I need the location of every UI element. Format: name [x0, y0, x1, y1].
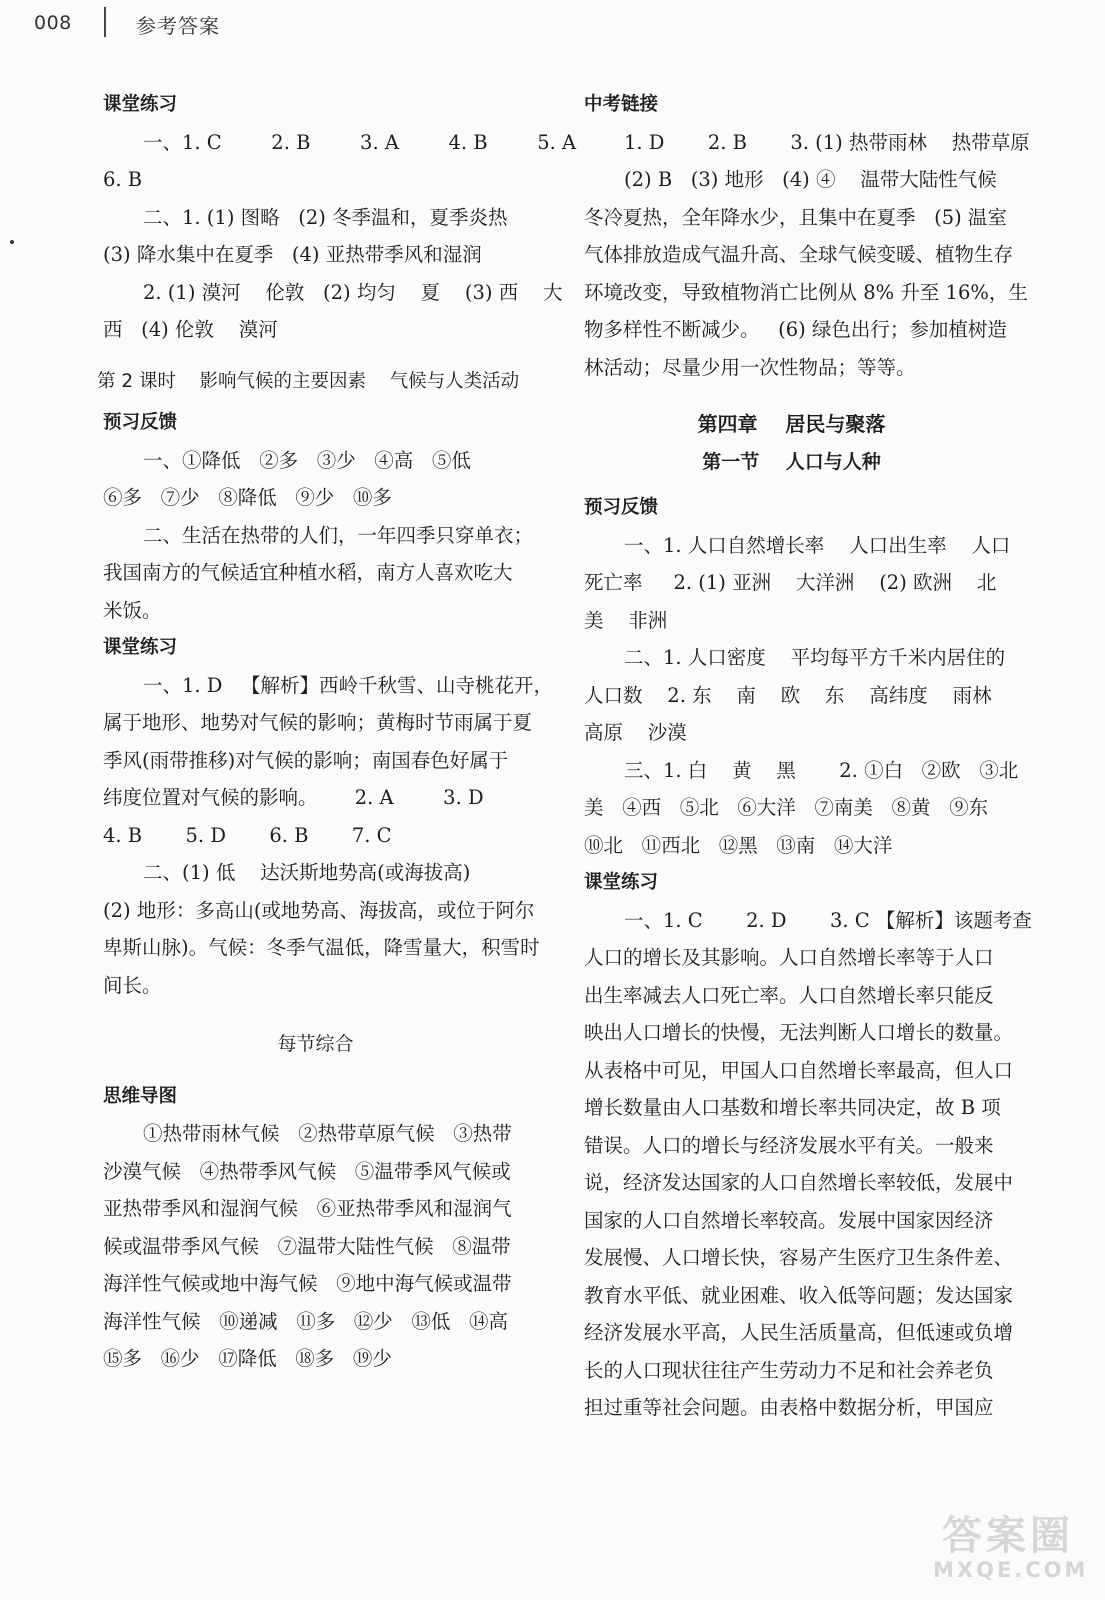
text-line: 美 ④西 ⑤北 ⑥大洋 ⑦南美 ⑧黄 ⑨东	[584, 796, 989, 819]
margin-dot	[10, 240, 14, 244]
text-line: 季风(雨带推移)对气候的影响；南国春色好属于	[103, 748, 509, 772]
section-heading: 课堂练习	[584, 872, 659, 893]
text-line: 西 (4) 伦敦 漠河	[103, 318, 278, 341]
text-line: 2. (1) 漠河 伦敦 (2) 均匀 夏 (3) 西 大	[143, 280, 563, 304]
header-divider	[104, 7, 106, 37]
text-line: 发展慢、人口增长快，容易产生医疗卫生条件差、	[584, 1246, 1014, 1269]
text-line: 属于地形、地势对气候的影响；黄梅时节雨属于夏	[103, 711, 533, 734]
subsection-title: 每节综合	[277, 1033, 354, 1055]
text-line: 美 非洲	[584, 608, 668, 632]
text-line: 米饭。	[103, 598, 162, 622]
text-line: 从表格中可见，甲国人口自然增长率最高，但人口	[584, 1058, 1014, 1082]
section-heading: 课堂练习	[103, 637, 178, 658]
text-line: 物多样性不断减少。 (6) 绿色出行；参加植树造	[584, 318, 1007, 341]
text-line: 海洋性气候 ⑩递减 ⑪多 ⑫少 ⑬低 ⑭高	[103, 1309, 508, 1333]
text-line: 国家的人口自然增长率较高。发展中国家因经济	[584, 1208, 994, 1232]
text-line: (2) B (3) 地形 (4) ④ 温带大陆性气候	[624, 168, 997, 191]
header-title: 参考答案	[136, 14, 220, 38]
text-line: 高原 沙漠	[584, 721, 687, 744]
text-line: ⑥多 ⑦少 ⑧降低 ⑨少 ⑩多	[103, 486, 392, 509]
text-line: 卑斯山脉)。气候：冬季气温低，降雪量大，积雪时	[103, 936, 540, 959]
text-line: 出生率减去人口死亡率。人口自然增长率只能反	[584, 983, 994, 1007]
text-line: 气体排放造成气温升高、全球气候变暖、植物生存	[584, 243, 1014, 266]
text-line: 6. B	[103, 168, 143, 191]
section-title: 第一节 人口与人种	[702, 450, 881, 473]
text-line: 海洋性气候或地中海气候 ⑨地中海气候或温带	[103, 1272, 512, 1295]
section-heading: 预习反馈	[103, 412, 178, 433]
text-line: 说，经济发达国家的人口自然增长率较低，发展中	[584, 1171, 1014, 1194]
text-line: 二、1. 人口密度 平均每平方千米内居住的	[624, 646, 1006, 669]
lesson-heading: 第 2 课时 影响气候的主要因素 气候与人类活动	[97, 370, 520, 392]
right-column	[584, 86, 1032, 1427]
text-line: 亚热带季风和湿润气候 ⑥亚热带季风和湿润气	[103, 1197, 512, 1220]
text-line: 林活动；尽量少用一次性物品；等等。	[584, 355, 916, 379]
chapter-title: 第四章 居民与聚落	[697, 412, 886, 436]
text-line: 一、①降低 ②多 ③少 ④高 ⑤低	[143, 448, 471, 472]
left-column	[97, 86, 577, 1378]
text-line: 死亡率 2. (1) 亚洲 大洋洲 (2) 欧洲 北	[584, 571, 997, 594]
page-header	[0, 0, 1105, 50]
text-line: 人口的增长及其影响。人口自然增长率等于人口	[584, 946, 994, 969]
text-line: 我国南方的气候适宜种植水稻，南方人喜欢吃大	[103, 561, 513, 584]
text-line: ①热带雨林气候 ②热带草原气候 ③热带	[143, 1122, 512, 1145]
text-line: 一、1. D 【解析】西岭千秋雪、山寺桃花开，	[143, 673, 554, 697]
section-heading: 课堂练习	[103, 94, 178, 115]
text-line: 间长。	[103, 973, 162, 997]
text-line: 错误。人口的增长与经济发展水平有关。一般来	[584, 1133, 994, 1157]
text-line: 候或温带季风气候 ⑦温带大陆性气候 ⑧温带	[103, 1234, 511, 1258]
watermark-logo	[933, 1513, 1089, 1586]
text-line: (2) 地形：多高山(或地势高、海拔高，或位于阿尔	[103, 898, 535, 922]
section-heading: 思维导图	[103, 1085, 178, 1107]
text-line: 人口数 2. 东 南 欧 东 高纬度 雨林	[584, 683, 992, 707]
text-line: 经济发展水平高，人民生活质量高，但低速或负增	[584, 1321, 1014, 1344]
text-line: 一、1. 人口自然增长率 人口出生率 人口	[624, 533, 1011, 557]
text-line: 教育水平低、就业困难、收入低等问题；发达国家	[584, 1283, 1014, 1307]
text-line: 映出人口增长的快慢，无法判断人口增长的数量。	[584, 1021, 1014, 1044]
text-line: 纬度位置对气候的影响。 2. A 3. D	[103, 786, 484, 809]
text-line: 长的人口现状往往产生劳动力不足和社会养老负	[584, 1358, 994, 1382]
text-line: 冬冷夏热，全年降水少，且集中在夏季 (5) 温室	[584, 205, 1007, 229]
text-line: 三、1. 白 黄 黑 2. ①白 ②欧 ③北	[624, 758, 1019, 782]
text-line: 4. B 5. D 6. B 7. C	[103, 823, 392, 847]
section-heading: 中考链接	[584, 94, 659, 115]
text-line: ⑮多 ⑯少 ⑰降低 ⑱多 ⑲少	[103, 1347, 392, 1370]
page-number: 008	[34, 12, 72, 34]
text-line: 二、(1) 低 达沃斯地势高(或海拔高)	[143, 861, 471, 884]
text-line: 一、1. C 2. B 3. A 4. B 5. A	[143, 130, 577, 154]
text-line: 沙漠气候 ④热带季风气候 ⑤温带季风气候或	[103, 1159, 511, 1183]
text-line: 增长数量由人口基数和增长率共同决定，故 B 项	[584, 1096, 1001, 1119]
text-line: 一、1. C 2. D 3. C 【解析】该题考查	[624, 908, 1032, 932]
text-line: 二、1. (1) 图略 (2) 冬季温和，夏季炎热	[143, 205, 508, 229]
text-line: 二、生活在热带的人们，一年四季只穿单衣；	[143, 523, 534, 547]
text-line: 担过重等社会问题。由表格中数据分析，甲国应	[584, 1396, 994, 1419]
watermark-url: MXQE.COM	[933, 1558, 1089, 1582]
text-line: (3) 降水集中在夏季 (4) 亚热带季风和湿润	[103, 243, 482, 266]
text-line: 环境改变，导致植物消亡比例从 8% 升至 16%，生	[584, 280, 1028, 304]
section-heading: 预习反馈	[584, 497, 659, 518]
watermark-text: 答案圈	[942, 1513, 1074, 1559]
text-line: 1. D 2. B 3. (1) 热带雨林 热带草原	[624, 130, 1030, 154]
text-line: ⑩北 ⑪西北 ⑫黑 ⑬南 ⑭大洋	[584, 833, 893, 857]
